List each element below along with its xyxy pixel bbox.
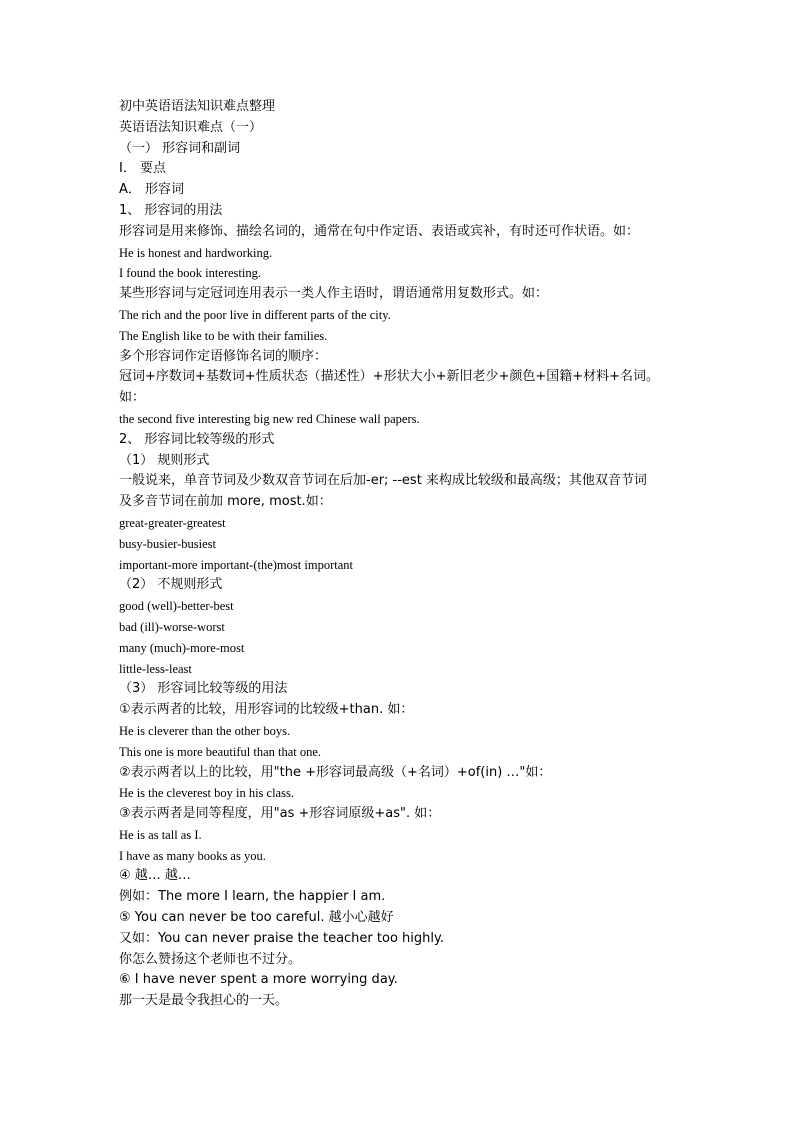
body-text: ⑥ I have never spent a more worrying day. [119, 972, 398, 988]
example-sentence: bad (ill)-worse-worst [119, 619, 225, 634]
body-text: 那一天是最令我担心的一天。 [119, 993, 289, 1009]
outline-heading: A． 形容词 [119, 182, 185, 198]
outline-heading: （2） 不规则形式 [119, 577, 223, 593]
body-text: 冠词+序数词+基数词+性质状态（描述性）+形状大小+新旧老少+颜色+国籍+材料+名词。 [119, 369, 660, 385]
example-sentence: the second five interesting big new red Chinese wall papers. [119, 411, 420, 426]
outline-heading: 2、 形容词比较等级的形式 [119, 431, 275, 447]
document-body [119, 97, 689, 1012]
body-text: ④ 越… 越… [119, 868, 191, 884]
outline-heading: 1、 形容词的用法 [119, 202, 223, 218]
outline-heading: （3） 形容词比较等级的用法 [119, 681, 288, 697]
subsection-heading: （一） 形容词和副词 [119, 140, 241, 156]
example-sentence: important-more important-(the)most important [119, 557, 353, 572]
example-sentence: He is the cleverest boy in his class. [119, 786, 294, 801]
body-text: 如： [119, 390, 146, 406]
body-text: ③表示两者是同等程度，用"as +形容词原级+as". 如： [119, 806, 441, 822]
example-sentence: little-less-least [119, 661, 192, 676]
example-sentence: He is as tall as I. [119, 827, 202, 842]
example-sentence: I have as many books as you. [119, 848, 266, 863]
example-sentence: good (well)-better-best [119, 599, 234, 614]
example-sentence: This one is more beautiful than that one. [119, 744, 322, 759]
body-text: 一般说来，单音节词及少数双音节词在后加-er; --est 来构成比较级和最高级；其他双音节词 [119, 473, 647, 489]
body-text: 及多音节词在前加 more, most.如： [119, 494, 332, 510]
example-sentence: The English like to be with their families. [119, 328, 328, 343]
outline-heading: I． 要点 [119, 161, 166, 177]
document-title: 初中英语语法知识难点整理 [119, 99, 276, 114]
example-sentence: great-greater-greatest [119, 515, 226, 530]
body-text: 形容词是用来修饰、描绘名词的，通常在句中作定语、表语或宾补，有时还可作状语。如： [119, 223, 640, 239]
example-sentence: The rich and the poor live in different parts of the city. [119, 307, 391, 322]
body-text: ⑤ You can never be too careful. 越小心越好 [119, 910, 394, 926]
body-text: 你怎么赞扬这个老师也不过分。 [119, 951, 302, 967]
outline-heading: （1） 规则形式 [119, 452, 210, 468]
example-sentence: busy-busier-busiest [119, 536, 216, 551]
body-text: 例如：The more I learn, the happier I am. [119, 889, 386, 905]
example-sentence: I found the book interesting. [119, 266, 261, 281]
body-text: 某些形容词与定冠词连用表示一类人作主语时，谓语通常用复数形式。如： [119, 286, 549, 302]
body-text: 多个形容词作定语修饰名词的顺序： [119, 348, 328, 364]
example-sentence: He is cleverer than the other boys. [119, 723, 291, 738]
example-sentence: He is honest and hardworking. [119, 245, 273, 260]
body-text: ①表示两者的比较，用形容词的比较级+than. 如： [119, 702, 414, 718]
section-heading: 英语语法知识难点（一） [119, 119, 263, 135]
body-text: 又如：You can never praise the teacher too highly. [119, 930, 444, 946]
body-text: ②表示两者以上的比较，用"the +形容词最高级（+名词）+of(in) …"如： [119, 764, 552, 780]
example-sentence: many (much)-more-most [119, 640, 245, 655]
